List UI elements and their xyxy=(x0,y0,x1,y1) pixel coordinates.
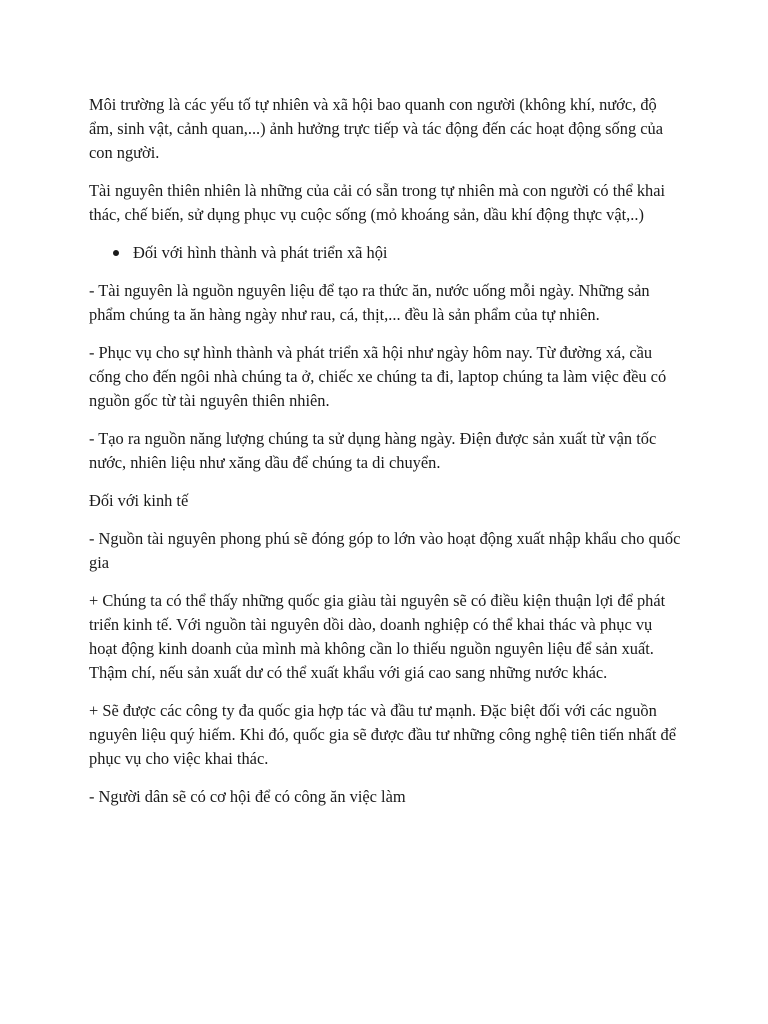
paragraph-employment: - Người dân sẽ có cơ hội để có công ăn việc làm xyxy=(89,787,406,806)
bullet-item-label: Đối với hình thành và phát triển xã hội xyxy=(133,243,388,262)
paragraph-food-source: - Tài nguyên là nguồn nguyên liệu để tạo ra thức ăn, nước uống mỗi ngày. Những sản phẩm chúng ta ăn hàng ngày như rau, cá, thịt,... đều là sản phẩm của tự nhiên. xyxy=(89,281,650,324)
paragraph-environment-definition: Môi trường là các yếu tố tự nhiên và xã hội bao quanh con người (không khí, nước, độ ẩm, sinh vật, cảnh quan,...) ảnh hưởng trực tiếp và tác động đến các hoạt động sống của con người. xyxy=(89,95,663,162)
paragraph-natural-resources-definition: Tài nguyên thiên nhiên là những của cải có sẵn trong tự nhiên mà con người có thể khai thác, chế biến, sử dụng phục vụ cuộc sống (mỏ khoáng sản, dầu khí động thực vật,..) xyxy=(89,181,666,224)
bullet-item-social-development xyxy=(89,241,682,265)
paragraph-economic-advantage: + Chúng ta có thể thấy những quốc gia giàu tài nguyên sẽ có điều kiện thuận lợi để phát triển kinh tế. Với nguồn tài nguyên dồi dào, doanh nghiệp có thể khai thác và phục vụ hoạt động kinh doanh của mình mà không cần lo thiếu nguồn nguyên liệu để sản xuất. Thậm chí, nếu sản xuất dư có thể xuất khẩu với giá cao sang những nước khác. xyxy=(89,591,666,682)
paragraph-energy: - Tạo ra nguồn năng lượng chúng ta sử dụng hàng ngày. Điện được sản xuất từ vận tốc nước, nhiên liệu như xăng dầu để chúng ta di chuyển. xyxy=(89,429,657,472)
bullet-dot-icon xyxy=(113,250,119,256)
section-heading-economy: Đối với kinh tế xyxy=(89,491,189,510)
paragraph-foreign-investment: + Sẽ được các công ty đa quốc gia hợp tác và đầu tư mạnh. Đặc biệt đối với các nguồn nguyên liệu quý hiếm. Khi đó, quốc gia sẽ được đầu tư những công nghệ tiên tiến nhất để phục vụ cho việc khai thác. xyxy=(89,701,677,768)
bullet-list xyxy=(89,241,682,265)
paragraph-import-export: - Nguồn tài nguyên phong phú sẽ đóng góp to lớn vào hoạt động xuất nhập khẩu cho quốc gia xyxy=(89,529,681,572)
paragraph-infrastructure: - Phục vụ cho sự hình thành và phát triển xã hội như ngày hôm nay. Từ đường xá, cầu cống cho đến ngôi nhà chúng ta ở, chiếc xe chúng ta đi, laptop chúng ta làm việc đều có nguồn gốc từ tài nguyên thiên nhiên. xyxy=(89,343,667,410)
